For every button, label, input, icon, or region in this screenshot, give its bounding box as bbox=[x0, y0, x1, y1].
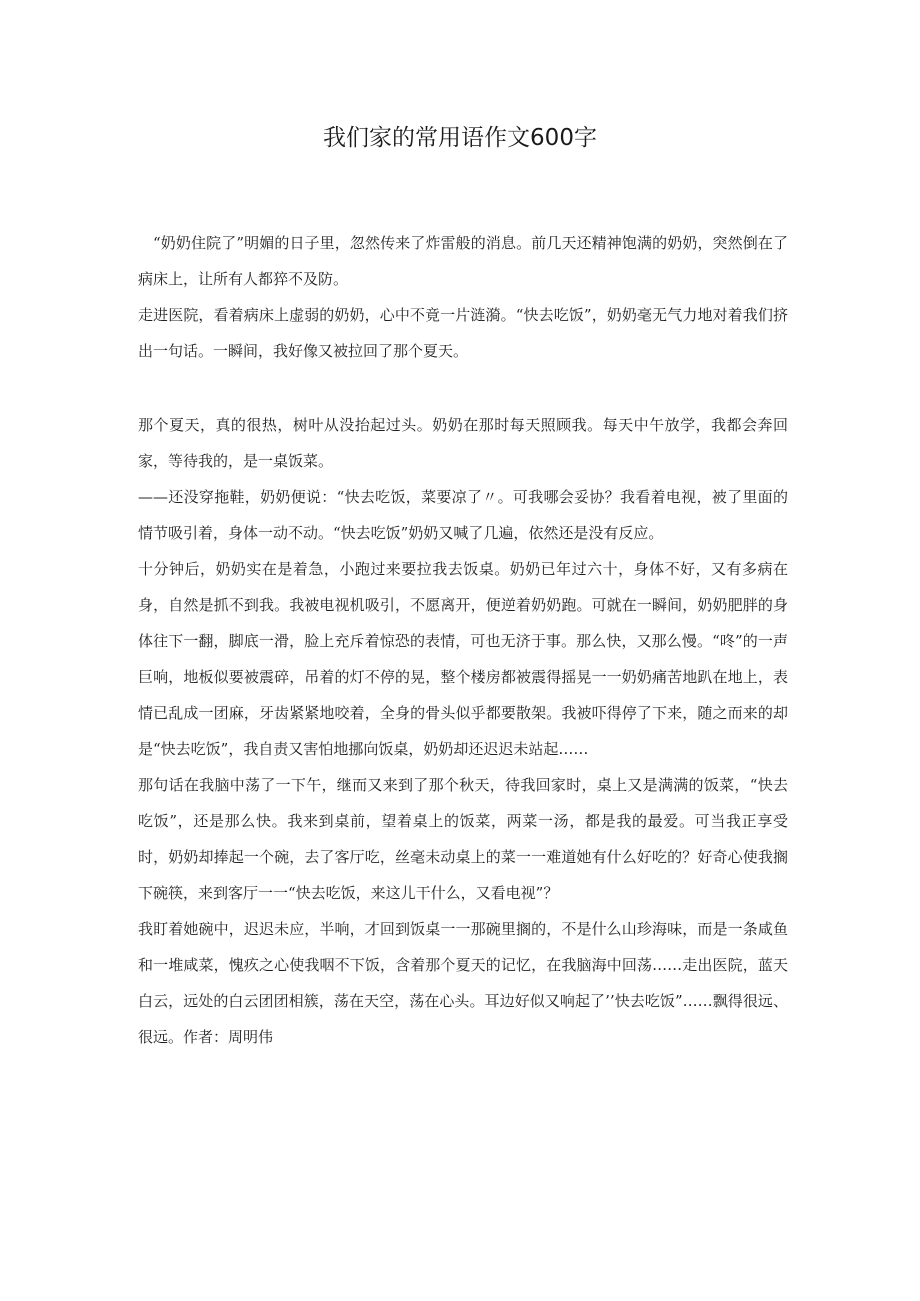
paragraph-1: “奶奶住院了”明媚的日子里，忽然传来了炸雷般的消息。前几天还精神饱满的奶奶，突然倒在了病床上，让所有人都猝不及防。 bbox=[138, 234, 788, 288]
paragraph-2: 走进医院，看着病床上虚弱的奶奶，心中不竟一片涟漪。“快去吃饭”，奶奶毫无气力地对着我们挤出一句话。一瞬间，我好像又被拉回了那个夏天。 bbox=[138, 306, 788, 360]
paragraph-7: 我盯着她碗中，迟迟未应，半响，才回到饭桌一一那碗里搁的，不是什么山珍海味，而是一条咸鱼和一堆咸菜，愧疚之心使我咽不下饭，含着那个夏天的记忆，在我脑海中回荡……走出医院，蓝天白云，远处的白云团团相簇，荡在天空，荡在心头。耳边好似又响起了’’快去吃饭”……飘得很远、很远。作者：周明伟 bbox=[138, 920, 788, 1046]
paragraph-6: 那句话在我脑中荡了一下午，继而又来到了那个秋天，待我回家时，桌上又是满满的饭菜，“快去吃饭”，还是那么快。我来到桌前，望着桌上的饭菜，两菜一汤，都是我的最爱。可当我正享受时，奶奶却捧起一个碗，去了客厅吃，丝毫未动桌上的菜一一难道她有什么好吃的？好奇心使我搁下碗筷，来到客厅一一“快去吃饭，来这儿干什么，又看电视”？ bbox=[138, 776, 788, 902]
essay-body bbox=[138, 225, 788, 1055]
paragraph-5: 十分钟后，奶奶实在是着急，小跑过来要拉我去饭桌。奶奶已年过六十，身体不好，又有多病在身，自然是抓不到我。我被电视机吸引，不愿离开，便逆着奶奶跑。可就在一瞬间，奶奶肥胖的身体往下一翻，脚底一滑，脸上充斥着惊恐的表情，可也无济于事。那么快，又那么慢。“咚”的一声巨响，地板似要被震碎，吊着的灯不停的晃，整个楼房都被震得摇晃一一奶奶痛苦地趴在地上，表情已乱成一团麻，牙齿紧紧地咬着，全身的骨头似乎都要散架。我被吓得停了下来，随之而来的却是“快去吃饭”，我自责又害怕地挪向饭桌，奶奶却还迟迟未站起…… bbox=[138, 560, 788, 758]
paragraph-gap bbox=[138, 369, 788, 407]
paragraph-3: 那个夏天，真的很热，树叶从没抬起过头。奶奶在那时每天照顾我。每天中午放学，我都会奔回家，等待我的，是一桌饭菜。 bbox=[138, 416, 788, 470]
page-title: 我们家的常用语作文600字 bbox=[323, 125, 597, 151]
paragraph-4: ——还没穿拖鞋，奶奶便说：“快去吃饭，菜要凉了〃。可我哪会妥协？我看着电视，被了里面的情节吸引着，身体一动不动。“快去吃饭”奶奶又喊了几遍，依然还是没有反应。 bbox=[138, 488, 788, 542]
